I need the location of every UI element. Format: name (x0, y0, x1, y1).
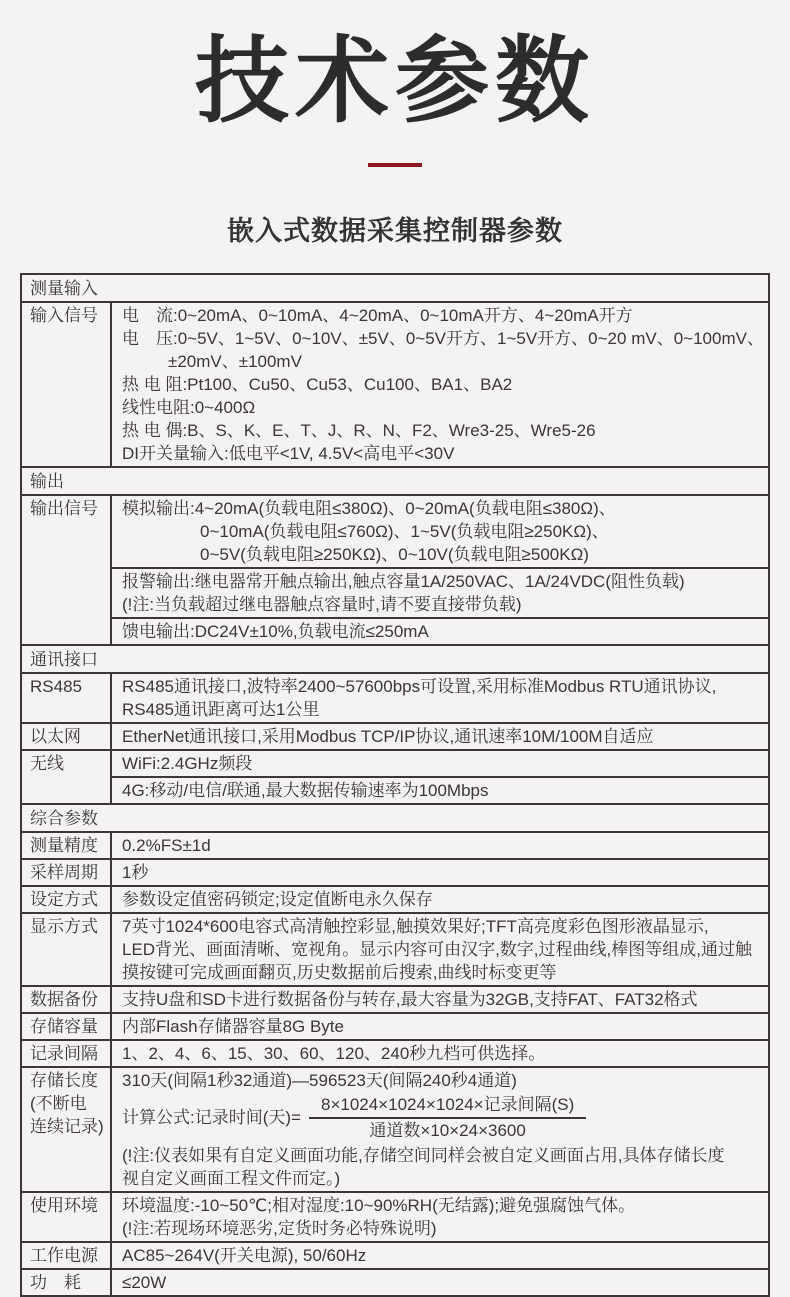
row-label (22, 1270, 112, 1295)
spec-cell (112, 860, 768, 885)
spec-text-line: ≤20W (122, 1272, 167, 1292)
row-label (22, 1068, 112, 1191)
spec-cell (112, 1193, 768, 1241)
spec-text-line: WiFi:2.4GHz频段 (122, 753, 253, 773)
formula-denominator: 通道数×10×24×3600 (369, 1120, 526, 1140)
row-label-line: 采样周期 (30, 862, 98, 882)
row-label (22, 1014, 112, 1039)
section-label: 输出 (30, 471, 64, 491)
spec-text-line: 1秒 (122, 862, 149, 882)
spec-row (22, 496, 768, 646)
page-title: 技术参数 (194, 28, 595, 133)
spec-text-line: 310天(间隔1秒32通道)—596523天(间隔240秒4通道) (122, 1070, 517, 1090)
row-label-line: 显示方式 (30, 916, 98, 936)
spec-text-line: 馈电输出:DC24V±10%,负载电流≤250mA (122, 621, 429, 641)
spec-row (22, 987, 768, 1014)
spec-text-line: 报警输出:继电器常开触点输出,触点容量1A/250VAC、1A/24VDC(阻性负载) (122, 571, 685, 591)
row-content (112, 1243, 768, 1268)
spec-row (22, 1014, 768, 1041)
row-content (112, 860, 768, 885)
section-header-row (22, 805, 768, 833)
section-label: 综合参数 (30, 808, 98, 828)
spec-text-line: 视自定义画面工程文件而定。) (122, 1168, 341, 1188)
row-content (112, 724, 768, 749)
row-label (22, 303, 112, 466)
spec-text-line: 1、2、4、6、15、30、60、120、240秒九档可供选择。 (122, 1043, 546, 1063)
row-content (112, 1068, 768, 1191)
spec-text-line: 热 电 阻:Pt100、Cu50、Cu53、Cu100、BA1、BA2 (122, 374, 513, 394)
spec-row (22, 1068, 768, 1193)
spec-cell (112, 751, 768, 778)
spec-row (22, 1243, 768, 1270)
section-header-row (22, 646, 768, 674)
row-label-line: 记录间隔 (30, 1043, 98, 1063)
spec-text-line: 电 压:0~5V、1~5V、0~10V、±5V、0~5V开方、1~5V开方、0~20 mV、0~100mV、 (122, 328, 764, 348)
spec-row (22, 887, 768, 914)
spec-text-line: RS485通讯距离可达1公里 (122, 699, 320, 719)
spec-text-line: 0~5V(负载电阻≥250KΩ)、0~10V(负载电阻≥500KΩ) (200, 544, 589, 564)
row-label-line: 输出信号 (30, 498, 98, 518)
row-content (112, 887, 768, 912)
spec-cell (112, 887, 768, 912)
section-header-row (22, 468, 768, 496)
row-label (22, 724, 112, 749)
row-label-line: (不断电 (30, 1093, 87, 1113)
spec-text-line: (!注:当负载超过继电器触点容量时,请不要直接带负载) (122, 594, 522, 614)
spec-cell (112, 1014, 768, 1039)
row-label-line: 输入信号 (30, 305, 98, 325)
row-label (22, 860, 112, 885)
row-label (22, 751, 112, 803)
row-label-line: 功 耗 (30, 1272, 81, 1292)
spec-text-line: (!注:若现场环境恶劣,定货时务必特殊说明) (122, 1218, 437, 1238)
spec-text-line: 支持U盘和SD卡进行数据备份与转存,最大容量为32GB,支持FAT、FAT32格式 (122, 989, 698, 1009)
row-content (112, 1270, 768, 1295)
row-content (112, 833, 768, 858)
spec-row (22, 1041, 768, 1068)
storage-formula (122, 1092, 762, 1144)
row-content (112, 674, 768, 722)
section-header-row (22, 275, 768, 303)
spec-text-line: (!注:仪表如果有自定义画面功能,存储空间同样会被自定义画面占用,具体存储长度 (122, 1145, 725, 1165)
formula-fraction (309, 1094, 586, 1142)
spec-row (22, 303, 768, 468)
spec-text-line: 4G:移动/电信/联通,最大数据传输速率为100Mbps (122, 780, 489, 800)
spec-cell (112, 833, 768, 858)
spec-text-line: 线性电阻:0~400Ω (122, 397, 256, 417)
spec-text-line: 模拟输出:4~20mA(负载电阻≤380Ω)、0~20mA(负载电阻≤380Ω)、 (122, 498, 616, 518)
row-content (112, 987, 768, 1012)
spec-row (22, 860, 768, 887)
spec-cell (112, 724, 768, 749)
row-content (112, 914, 768, 985)
row-content (112, 1014, 768, 1039)
section-label: 测量输入 (30, 278, 98, 298)
spec-cell (112, 914, 768, 985)
row-label-line: 以太网 (30, 726, 81, 746)
spec-text-line: AC85~264V(开关电源), 50/60Hz (122, 1245, 367, 1265)
row-label-line: 数据备份 (30, 989, 98, 1009)
spec-text-line: 0~10mA(负载电阻≤760Ω)、1~5V(负载电阻≥250KΩ)、 (200, 521, 609, 541)
row-label-line: RS485 (30, 676, 82, 696)
spec-cell (112, 674, 768, 722)
spec-text-line: 参数设定值密码锁定;设定值断电永久保存 (122, 889, 433, 909)
spec-cell (112, 1243, 768, 1268)
spec-cell (112, 778, 768, 803)
spec-table (20, 273, 770, 1297)
row-label (22, 887, 112, 912)
row-content (112, 751, 768, 803)
row-label (22, 833, 112, 858)
row-label (22, 674, 112, 722)
spec-text-line: 电 流:0~20mA、0~10mA、4~20mA、0~10mA开方、4~20mA开方 (122, 305, 633, 325)
spec-cell (112, 303, 768, 466)
formula-prefix: 计算公式:记录时间(天)= (122, 1107, 301, 1127)
spec-row (22, 1270, 768, 1295)
spec-cell (112, 569, 768, 619)
spec-row (22, 1193, 768, 1243)
row-label (22, 1193, 112, 1241)
formula-numerator: 8×1024×1024×1024×记录间隔(S) (309, 1094, 586, 1119)
row-content (112, 496, 768, 644)
spec-text-line: LED背光、画面清晰、宽视角。显示内容可由汉字,数字,过程曲线,棒图等组成,通过触 (122, 939, 752, 959)
row-label (22, 914, 112, 985)
row-label-line: 使用环境 (30, 1195, 98, 1215)
spec-text-line: 环境温度:-10~50℃;相对湿度:10~90%RH(无结露);避免强腐蚀气体。 (122, 1195, 636, 1215)
row-content (112, 1041, 768, 1066)
row-label (22, 496, 112, 644)
row-content (112, 303, 768, 466)
spec-row (22, 751, 768, 805)
spec-cell (112, 987, 768, 1012)
spec-cell (112, 1270, 768, 1295)
row-label-line: 测量精度 (30, 835, 98, 855)
spec-text-line: 热 电 偶:B、S、K、E、T、J、R、N、F2、Wre3-25、Wre5-26 (122, 420, 596, 440)
spec-row (22, 724, 768, 751)
row-label-line: 存储长度 (30, 1070, 98, 1090)
spec-row (22, 833, 768, 860)
spec-text-line: 0.2%FS±1d (122, 835, 211, 855)
spec-text-line: 7英寸1024*600电容式高清触控彩显,触摸效果好;TFT高亮度彩色图形液晶显示, (122, 916, 709, 936)
row-label-line: 连续记录) (30, 1116, 104, 1136)
doc-subtitle: 嵌入式数据采集控制器参数 (227, 215, 563, 246)
spec-text-line: RS485通讯接口,波特率2400~57600bps可设置,采用标准Modbus RTU通讯协议, (122, 676, 717, 696)
row-label (22, 987, 112, 1012)
row-label (22, 1243, 112, 1268)
spec-row (22, 674, 768, 724)
row-label-line: 设定方式 (30, 889, 98, 909)
row-label-line: 工作电源 (30, 1245, 98, 1265)
spec-cell (112, 1068, 768, 1191)
spec-text-line: 内部Flash存储器容量8G Byte (122, 1016, 344, 1036)
section-label: 通讯接口 (30, 649, 98, 669)
spec-text-line: 摸按键可完成画面翻页,历史数据前后搜索,曲线时标变更等 (122, 962, 557, 982)
spec-text-line: DI开关量输入:低电平<1V, 4.5V<高电平<30V (122, 443, 455, 463)
spec-text-line: ±20mV、±100mV (168, 351, 302, 371)
spec-cell (112, 619, 768, 644)
spec-cell (112, 496, 768, 569)
row-content (112, 1193, 768, 1241)
row-label (22, 1041, 112, 1066)
spec-cell (112, 1041, 768, 1066)
row-label-line: 无线 (30, 753, 64, 773)
spec-row (22, 914, 768, 987)
row-label-line: 存储容量 (30, 1016, 98, 1036)
spec-text-line: EtherNet通讯接口,采用Modbus TCP/IP协议,通讯速率10M/100M自适应 (122, 726, 654, 746)
